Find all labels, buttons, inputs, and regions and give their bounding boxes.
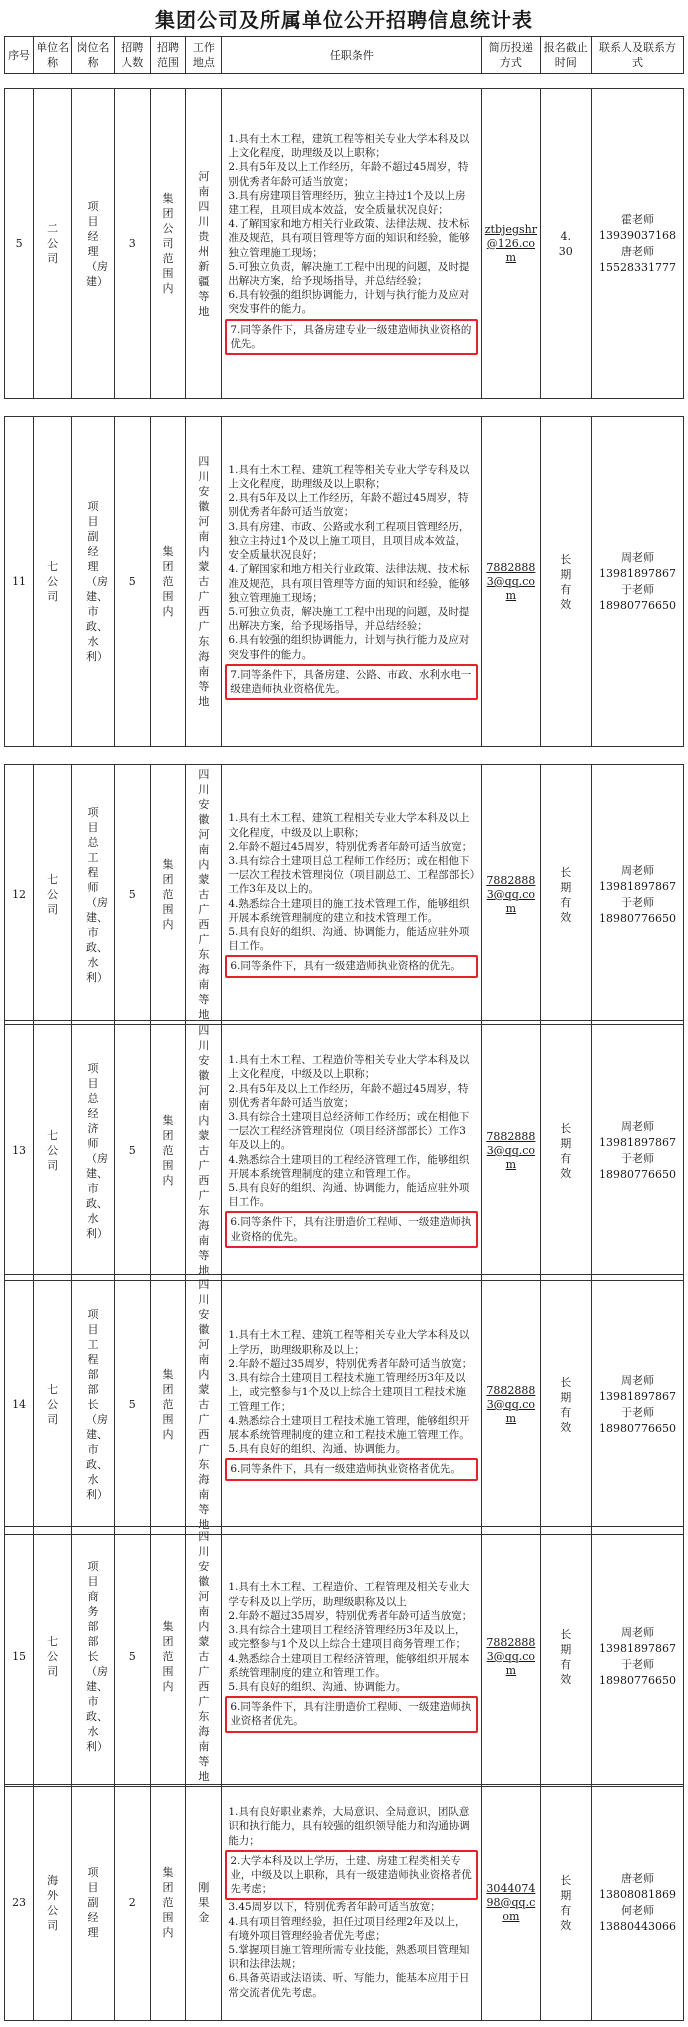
row-deadline-text: 长期有效 <box>560 1873 572 1932</box>
resume-email-link[interactable]: 78828883@qq.com <box>486 1129 536 1171</box>
row-scope-text: 集团范围内 <box>162 858 174 931</box>
header-count: 招聘人数 <box>114 37 150 74</box>
requirement-line: 2.具有5年及以上工作经历，年龄不超过45周岁，特别优秀者年龄可适当放宽； <box>228 161 469 188</box>
requirement-line: 5.具有良好的组织、沟通、协调能力，能适应驻外项目工作。 <box>228 926 470 953</box>
row-unit <box>34 89 72 399</box>
row-deadline-text: 长期有效 <box>560 552 572 611</box>
contact-name: 于老师 <box>621 895 655 909</box>
row-deadline <box>540 765 592 1025</box>
row-post <box>72 765 115 1025</box>
requirement-line: 1.具有土木工程、工程造价、工程管理及相关专业大学专科及以上学历，助理级职称及以上 <box>228 1581 470 1608</box>
requirement-line: 1.具有土木工程、建筑工程相关专业大学本科及以上文化程度，中级及以上职称； <box>228 812 470 839</box>
job-row <box>4 764 684 1025</box>
header-post: 岗位名称 <box>72 37 115 74</box>
requirement-line: 4.熟悉综合土建项目工程经济管理，能够组织开展本系统管理制度的建立和管理工作。 <box>228 1652 470 1679</box>
contact-phone: 18980776650 <box>599 911 676 925</box>
contact-phone: 18980776650 <box>599 1673 676 1687</box>
contact-phone: 13981897867 <box>599 1641 676 1655</box>
row-location <box>186 89 222 399</box>
requirement-line: 2.年龄不超过35周岁，特别优秀者年龄可适当放宽； <box>228 1357 473 1370</box>
row-unit <box>34 1275 72 1535</box>
contact-name: 于老师 <box>621 1405 655 1419</box>
header-contact: 联系人及联系方式 <box>592 37 684 74</box>
row-location-text: 河南四川贵州新疆等地 <box>198 169 210 318</box>
row-location-text: 四川安徽河南内蒙古广西广东海南等地 <box>198 1530 210 1783</box>
row-location-text: 四川安徽河南内蒙古广西广东海南等地 <box>198 1278 210 1531</box>
row-post-text: 项目总工程师（房建、市政、水利） <box>86 805 108 984</box>
contact-phone: 13939037168 <box>599 228 676 242</box>
requirement-line: 5.具有良好的组织、沟通、协调能力，能适应驻外项目工作。 <box>228 1182 470 1209</box>
row-post-text: 项目副经理 <box>87 1866 99 1939</box>
requirement-line: 3.具有综合土建项目工程经济管理经历3年及以上，或完整参与1个及以上综合土建项目商务管理工作； <box>228 1624 466 1651</box>
row-count: 5 <box>114 1527 150 1787</box>
contact-name: 何老师 <box>621 1903 655 1917</box>
row-scope-text: 集团范围内 <box>162 545 174 618</box>
requirement-line: 3.具有房建、市政、公路或水利工程项目管理经历，独立主持过1个及以上施工项目，且项目成本效益，安全质量状况良好； <box>228 520 470 562</box>
row-deadline-text: 长期有效 <box>560 1627 572 1686</box>
highlighted-requirement: 6.同等条件下，具有一级建造师执业资格的优先。 <box>225 955 478 977</box>
header-resume: 简历投递方式 <box>482 37 540 74</box>
row-resume <box>482 1785 540 2021</box>
row-scope-text: 集团公司范围内 <box>162 192 174 295</box>
requirement-line: 1.具有良好职业素养，大局意识、全局意识，团队意识和执行能力，具有较强的组织领导能力和沟通协调能力； <box>228 1806 470 1847</box>
row-seq: 11 <box>5 417 34 747</box>
requirement-line: 4.了解国家和地方相关行业政策、法律法规、技术标准及规范，具有项目管理等方面的知识和经验，能够独立管理施工现场； <box>228 218 470 259</box>
row-scope <box>150 417 186 747</box>
row-scope-text: 集团范围内 <box>162 1866 174 1939</box>
row-deadline <box>540 1785 592 2021</box>
requirement-line: 5.可独立负责，解决施工工程中出现的问题，及时提出解决方案，给予现场指导，并总结经验； <box>228 605 470 633</box>
header-location: 工作地点 <box>186 37 222 74</box>
row-seq: 23 <box>5 1785 34 2021</box>
row-deadline <box>540 1275 592 1535</box>
contact-phone: 15528331777 <box>599 260 676 274</box>
highlighted-requirement: 6.同等条件下，具有注册造价工程师、一级建造师执业资格者优先。 <box>225 1696 478 1732</box>
row-location <box>186 417 222 747</box>
row-resume <box>482 1275 540 1535</box>
requirement-line: 4.了解国家和地方相关行业政策、法律法规、技术标准及规范，具有项目管理等方面的知识和经验，能够独立管理施工现场； <box>228 563 470 604</box>
requirement-line: 5.具有良好的组织、沟通、协调能力。 <box>228 1680 407 1693</box>
highlighted-requirement: 7.同等条件下，具备房建、公路、市政、水利水电一级建造师执业资格优先。 <box>225 664 478 700</box>
row-location-text: 四川安徽河南内蒙古广西广东海南等地 <box>198 768 210 1021</box>
row-scope-text: 集团范围内 <box>162 1114 174 1187</box>
row-count: 3 <box>114 89 150 399</box>
row-unit <box>34 417 72 747</box>
highlighted-requirement: 6.同等条件下，具有一级建造师执业资格者优先。 <box>225 1458 478 1480</box>
row-count: 2 <box>114 1785 150 2021</box>
row-contact <box>592 1275 684 1535</box>
contact-name: 周老师 <box>621 1625 655 1639</box>
row-requirements <box>222 89 482 399</box>
contact-phone: 13808081869 <box>599 1887 676 1901</box>
requirement-line: 3.具有综合土建项目总经济师工作经历；或在相他下一层次工程经济管理岗位（项目经济部部长）工作3年及以上的。 <box>228 1110 470 1152</box>
job-row <box>4 1020 684 1281</box>
requirement-line: 2.年龄不超过35周岁，特别优秀者年龄可适当放宽； <box>228 1609 473 1622</box>
requirement-line: 4.熟悉综合土建项目的施工技术管理工作，能够组织开展本系统管理制度的建立和技术管理工作。 <box>228 897 470 924</box>
contact-phone: 18980776650 <box>599 598 676 612</box>
requirement-line: 4.具有项目管理经验，担任过项目经理2年及以上，有境外项目管理经验者优先考虑； <box>228 1915 466 1942</box>
row-post-text: 项目总经济师（房建、市政、水利） <box>86 1061 108 1240</box>
highlighted-requirement: 2.大学本科及以上学历，土建、房建工程类相关专业，中级及以上职称，具有一级建造师执业资格者优先考虑； <box>225 1850 478 1901</box>
requirement-line: 1.具有土木工程、工程造价等相关专业大学本科及以上文化程度，中级及以上职称； <box>228 1054 470 1081</box>
row-deadline <box>540 417 592 747</box>
row-requirements <box>222 765 482 1025</box>
row-unit-text: 七公司 <box>47 560 59 603</box>
row-resume <box>482 417 540 747</box>
contact-name: 唐老师 <box>621 1871 655 1885</box>
header-unit: 单位名称 <box>34 37 72 74</box>
job-row <box>4 416 684 747</box>
contact-phone: 13981897867 <box>599 879 676 893</box>
row-scope <box>150 1021 186 1281</box>
row-seq: 5 <box>5 89 34 399</box>
row-unit <box>34 1021 72 1281</box>
row-location <box>186 1527 222 1787</box>
row-seq: 12 <box>5 765 34 1025</box>
job-row <box>4 1274 684 1535</box>
row-location-text: 刚果金 <box>198 1881 210 1924</box>
row-unit-text: 二公司 <box>47 222 59 265</box>
row-post <box>72 1527 115 1787</box>
row-unit <box>34 765 72 1025</box>
resume-email-link[interactable]: 78828883@qq.com <box>486 560 536 602</box>
row-unit-text: 七公司 <box>47 1635 59 1678</box>
contact-phone: 13880443066 <box>599 1919 676 1933</box>
row-unit-text: 七公司 <box>47 873 59 916</box>
row-post <box>72 89 115 399</box>
job-row <box>4 1526 684 1787</box>
row-resume <box>482 1021 540 1281</box>
requirement-line: 5.掌握项目施工管理所需专业技能，熟悉项目管理知识和法律法规； <box>228 1944 470 1971</box>
row-post-text: 项目副经理（房建、市政、水利） <box>86 500 108 663</box>
row-unit <box>34 1785 72 2021</box>
row-post <box>72 417 115 747</box>
requirement-line: 3.具有综合土建项目总工程师工作经历；或在相他下一层次工程技术管理岗位（项目副总工、工程部部长）工作3年及以上的。 <box>228 854 476 896</box>
row-contact <box>592 1021 684 1281</box>
row-deadline-text: 长期有效 <box>560 1375 572 1434</box>
row-post <box>72 1275 115 1535</box>
requirement-line: 5.可独立负责，解决施工工程中出现的问题，及时提出解决方案，给予现场指导，并总结经验； <box>228 260 470 287</box>
row-count: 5 <box>114 1275 150 1535</box>
row-scope-text: 集团范围内 <box>162 1620 174 1693</box>
row-deadline-text: 长期有效 <box>560 1121 572 1180</box>
requirement-line: 4.熟悉综合土建项目工程技术施工管理，能够组织开展本系统管理制度的建立和工程技术施工管理工作。 <box>228 1414 470 1441</box>
row-unit-text: 七公司 <box>47 1129 59 1172</box>
row-location <box>186 1785 222 2021</box>
contact-phone: 13981897867 <box>599 1135 676 1149</box>
row-post-text: 项目商务部部长（房建、市政、水利） <box>86 1560 108 1753</box>
row-post-text: 项目经理（房建） <box>86 199 108 288</box>
row-count: 5 <box>114 417 150 747</box>
row-deadline-text: 4.30 <box>558 229 573 258</box>
row-scope <box>150 1785 186 2021</box>
row-requirements <box>222 417 482 747</box>
row-resume <box>482 1527 540 1787</box>
requirement-line: 3.具有综合土建项目工程技术施工管理经历3年及以上，或完整参与1个及以上综合土建项目工程技术施工管理工作； <box>228 1372 466 1413</box>
requirement-line: 3.45周岁以下，特别优秀者年龄可适当放宽； <box>228 1901 441 1914</box>
requirement-line: 6.具备英语或法语读、听、写能力，能基本应用于日常交流者优先考虑。 <box>228 1972 470 1999</box>
requirement-line: 2.具有5年及以上工作经历，年龄不超过45周岁，特别优秀者年龄可适当放宽； <box>228 492 469 519</box>
requirement-line: 1.具有土木工程、建筑工程等相关专业大学本科及以上学历，助理级职称及以上； <box>228 1329 470 1356</box>
requirement-line: 6.具有较强的组织协调能力，计划与执行能力及应对突发事件的能力。 <box>228 289 470 316</box>
requirement-line: 2.年龄不超过45周岁，特别优秀者年龄可适当放宽； <box>228 840 473 853</box>
contact-name: 于老师 <box>621 1151 655 1165</box>
resume-email-link[interactable]: 78828883@qq.com <box>486 1635 536 1677</box>
row-seq: 15 <box>5 1527 34 1787</box>
row-contact <box>592 1785 684 2021</box>
row-location <box>186 765 222 1025</box>
row-deadline <box>540 1527 592 1787</box>
contact-name: 周老师 <box>621 1373 655 1387</box>
row-requirements <box>222 1275 482 1535</box>
requirement-line: 5.具有良好的组织、沟通、协调能力。 <box>228 1443 407 1456</box>
row-post-text: 项目工程部部长（房建、市政、水利） <box>86 1308 108 1501</box>
row-location-text: 四川安徽河南内蒙古广西广东海南等地 <box>198 455 210 708</box>
contact-phone: 18980776650 <box>599 1167 676 1181</box>
header-deadline: 报名截止时间 <box>540 37 592 74</box>
row-unit <box>34 1527 72 1787</box>
header-requirements: 任职条件 <box>222 37 482 74</box>
row-scope <box>150 1527 186 1787</box>
header-table <box>4 36 684 74</box>
row-requirements <box>222 1021 482 1281</box>
row-seq: 13 <box>5 1021 34 1281</box>
row-requirements <box>222 1785 482 2021</box>
row-resume <box>482 765 540 1025</box>
row-unit-text: 海外公司 <box>47 1873 59 1932</box>
contact-name: 周老师 <box>621 550 655 564</box>
row-resume <box>482 89 540 399</box>
row-scope <box>150 765 186 1025</box>
requirement-line: 4.熟悉综合土建项目的工程经济管理工作，能够组织开展本系统管理制度的建立和管理工作。 <box>228 1153 470 1180</box>
requirement-line: 6.具有较强的组织协调能力，计划与执行能力及应对突发事件的能力。 <box>228 634 470 661</box>
resume-email-link[interactable]: 304407498@qq.com <box>486 1881 536 1923</box>
row-location <box>186 1021 222 1281</box>
requirement-line: 2.具有5年及以上工作经历，年龄不超过45周岁，特别优秀者年龄可适当放宽； <box>228 1082 469 1109</box>
contact-name: 于老师 <box>621 1657 655 1671</box>
highlighted-requirement: 7.同等条件下，具备房建专业一级建造师执业资格的优先。 <box>225 319 478 355</box>
row-requirements <box>222 1527 482 1787</box>
row-contact <box>592 1527 684 1787</box>
contact-name: 周老师 <box>621 1119 655 1133</box>
requirement-line: 3.具有房建项目管理经历，独立主持过1个及以上房建工程，且项目成本效益，安全质量状况良好； <box>228 189 466 216</box>
page-title: 集团公司及所属单位公开招聘信息统计表 <box>155 8 533 32</box>
requirement-line: 1.具有土木工程、建筑工程等相关专业大学专科及以上文化程度，助理级及以上职称； <box>228 463 470 491</box>
highlighted-requirement: 6.同等条件下，具有注册造价工程师、一级建造师执业资格的优先。 <box>225 1211 478 1247</box>
row-scope <box>150 89 186 399</box>
row-contact <box>592 417 684 747</box>
header-scope: 招聘范围 <box>150 37 186 74</box>
row-deadline <box>540 1021 592 1281</box>
contact-phone: 13981897867 <box>599 1389 676 1403</box>
row-location <box>186 1275 222 1535</box>
resume-email-link[interactable]: 78828883@qq.com <box>486 873 536 915</box>
job-row <box>4 88 684 399</box>
contact-name: 霍老师 <box>621 212 655 226</box>
row-count: 5 <box>114 1021 150 1281</box>
row-contact <box>592 89 684 399</box>
row-scope <box>150 1275 186 1535</box>
resume-email-link[interactable]: 78828883@qq.com <box>486 1383 536 1425</box>
contact-name: 于老师 <box>621 582 655 596</box>
row-contact <box>592 765 684 1025</box>
resume-email-link[interactable]: ztbjegshr@126.com <box>484 222 537 264</box>
row-post <box>72 1021 115 1281</box>
header-seq: 序号 <box>5 37 34 74</box>
contact-name: 唐老师 <box>621 244 655 258</box>
row-post <box>72 1785 115 2021</box>
contact-phone: 13981897867 <box>599 566 676 580</box>
row-location-text: 四川安徽河南内蒙古广西广东海南等地 <box>198 1024 210 1277</box>
row-deadline <box>540 89 592 399</box>
row-count: 5 <box>114 765 150 1025</box>
row-unit-text: 七公司 <box>47 1383 59 1426</box>
contact-phone: 18980776650 <box>599 1421 676 1435</box>
requirement-line: 1.具有土木工程，建筑工程等相关专业大学本科及以上文化程度，助理级及以上职称； <box>228 132 470 160</box>
contact-name: 周老师 <box>621 863 655 877</box>
row-seq: 14 <box>5 1275 34 1535</box>
row-deadline-text: 长期有效 <box>560 865 572 924</box>
row-scope-text: 集团范围内 <box>162 1368 174 1441</box>
job-row <box>4 1784 684 2021</box>
